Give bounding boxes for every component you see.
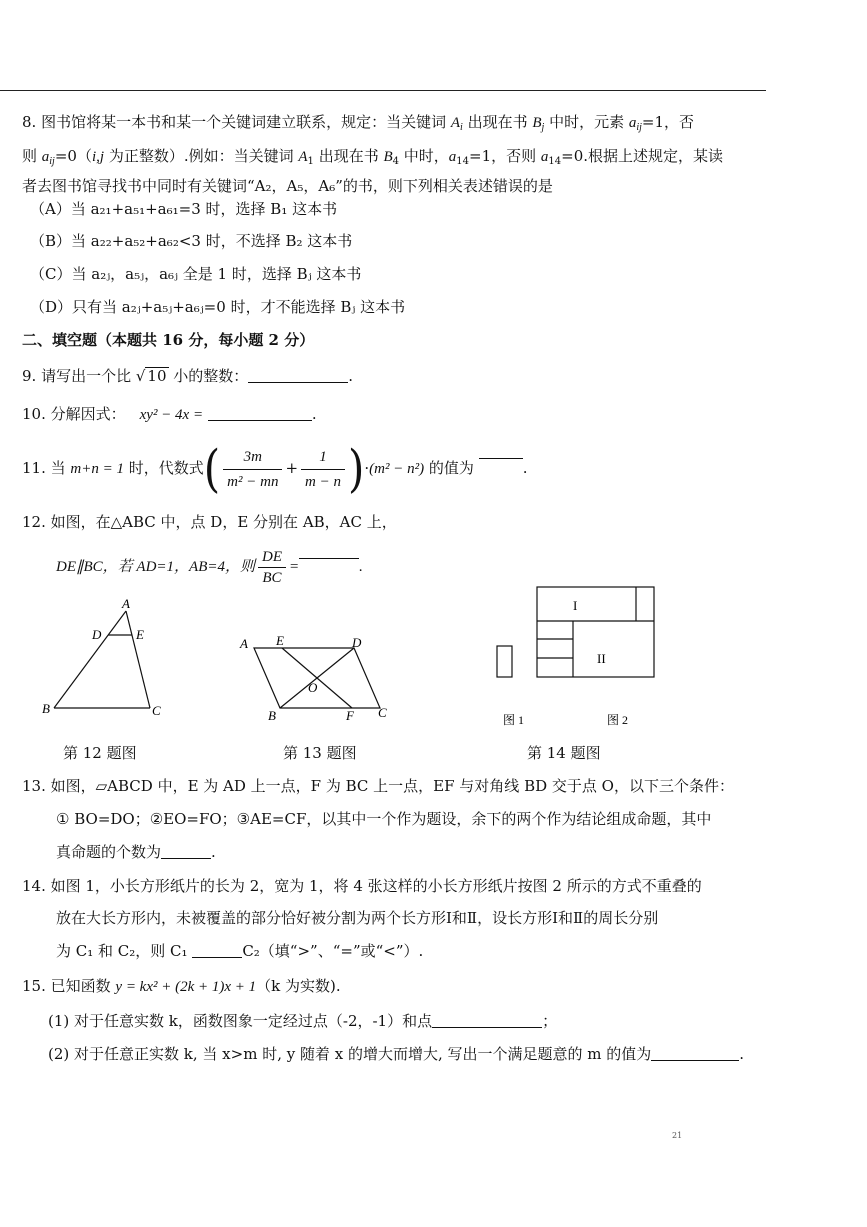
q8-option-d: （D）只有当 a₂ⱼ+a₅ⱼ+a₆ⱼ=0 时，才不能选择 Bⱼ 这本书	[30, 298, 406, 316]
q13-line1: 13. 如图，▱ABCD 中，E 为 AD 上一点，F 为 BC 上一点，EF 与对角线 BD 交于点 O，以下三个条件：	[22, 777, 734, 795]
tri-label-b: B	[42, 701, 50, 716]
q14-answer-blank	[192, 943, 242, 958]
q14-line2: 放在大长方形内，未被覆盖的部分恰好被分割为两个长方形Ⅰ和Ⅱ，设长方形Ⅰ和Ⅱ的周长分别	[56, 909, 659, 927]
q14-line3: 为 C₁ 和 C₂，则 C₁ C₂（填“>”、“=”或“<”）.	[56, 942, 424, 960]
caption-14: 第 14 题图	[527, 744, 601, 762]
small-rectangle	[497, 646, 512, 677]
caption-13: 第 13 题图	[283, 744, 357, 762]
region-I-label: I	[573, 598, 578, 613]
q8-line3: 者去图书馆寻找书中同时有关键词“A₂，A₅，A₆”的书，则下列相关表述错误的是	[22, 177, 553, 195]
q13-line3: 真命题的个数为 .	[56, 843, 216, 861]
para-label-a: A	[240, 636, 248, 651]
q9-radicand: 10	[147, 367, 167, 385]
figure-12-triangle	[40, 595, 170, 725]
para-label-o: O	[308, 680, 318, 695]
q11-fraction-2: $\frac{1}{m - n}$	[301, 445, 345, 494]
caption-12: 第 12 题图	[63, 744, 137, 762]
q8-line1: 8. 图书馆将某一本书和某一个关键词建立联系，规定：当关键词 $A_i$ 出现在书 $B_j$ 中时，元素 $a_{ij}=1$，否	[22, 113, 695, 133]
figure-13-parallelogram	[236, 630, 396, 725]
q12-line1: 12. 如图，在△ABC 中，点 D，E 分别在 AB，AC 上，	[22, 513, 397, 531]
tri-label-c: C	[152, 703, 161, 718]
q14-line1: 14. 如图 1，小长方形纸片的长为 2，宽为 1，将 4 张这样的小长方形纸片按图 2 所示的方式不重叠的	[22, 877, 702, 895]
q10: 10. 分解因式： xy² − 4x = .	[22, 405, 317, 423]
q9-answer-blank	[248, 368, 348, 383]
q10-answer-blank	[208, 406, 312, 421]
para-label-d: D	[352, 635, 362, 650]
tri-label-a: A	[122, 596, 130, 611]
page-mark: 21	[672, 1131, 683, 1140]
q15-line1: 15. 已知函数 y = kx² + (2k + 1)x + 1（k 为实数).	[22, 977, 341, 995]
tri-label-e: E	[136, 627, 144, 642]
q11-fraction-1: $\frac{3m}{\text{m² − mn}}$	[223, 445, 282, 494]
region-II-label: II	[597, 651, 606, 666]
q8-option-b: （B）当 a₂₂+a₅₂+a₆₂<3 时，不选择 B₂ 这本书	[30, 232, 353, 250]
q11-answer-blank	[479, 444, 523, 459]
q12-answer-blank	[299, 544, 359, 559]
q11: 11. 当 m+n = 1 时，代数式( $\frac{3m}{\text{m² − mn}}$ + $\frac{1}{m - n}$ )·(m² − n²) 的值为 .	[22, 439, 528, 498]
para-label-c: C	[378, 705, 387, 720]
para-label-e: E	[276, 633, 284, 648]
q9: 9. 请写出一个比 √ 10 小的整数： .	[22, 367, 354, 385]
header-rule	[0, 90, 766, 91]
q15-part1: (1) 对于任意实数 k，函数图象一定经过点（-2，-1）和点 ；	[48, 1012, 558, 1030]
tri-label-d: D	[92, 627, 102, 642]
figure-14-rectangles	[490, 583, 665, 733]
q15-part2: (2) 对于任意正实数 k, 当 x>m 时, y 随着 x 的增大而增大, 写出一个满足题意的 m 的值为 .	[48, 1045, 745, 1063]
para-label-f: F	[346, 708, 354, 723]
q15-part2-blank	[651, 1046, 739, 1061]
q8-option-c: （C）当 a₂ⱼ，a₅ⱼ，a₆ⱼ 全是 1 时，选择 Bⱼ 这本书	[30, 265, 362, 283]
fig1-label: 图 1	[503, 713, 525, 727]
q13-line2: ① BO=DO；②EO=FO；③AE=CF，以其中一个作为题设，余下的两个作为结论组成命题，其中	[56, 810, 712, 828]
q8-option-a: （A）当 a₂₁+a₅₁+a₆₁=3 时，选择 B₁ 这本书	[30, 200, 338, 218]
q12-line2: DE∥BC，若 AD=1，AB=4，则 $\frac{DE}{BC}$ = .	[56, 544, 363, 588]
q8-line2: 则 $a_{ij}=0(i,j$ 为正整数）.例如：当关键词 $A_1$ 出现在书 $B_4$ 中时，$a_{14}=1$，否则 $a_{14}=0$.根据上述规定，某读	[22, 147, 724, 167]
para-label-b: B	[268, 708, 276, 723]
q13-answer-blank	[161, 844, 211, 859]
q15-part1-blank	[432, 1013, 542, 1028]
q12-fraction: $\frac{DE}{BC}$	[258, 547, 286, 588]
fig2-label: 图 2	[607, 713, 629, 727]
section-heading: 二、填空题（本题共 16 分，每小题 2 分）	[22, 331, 315, 349]
